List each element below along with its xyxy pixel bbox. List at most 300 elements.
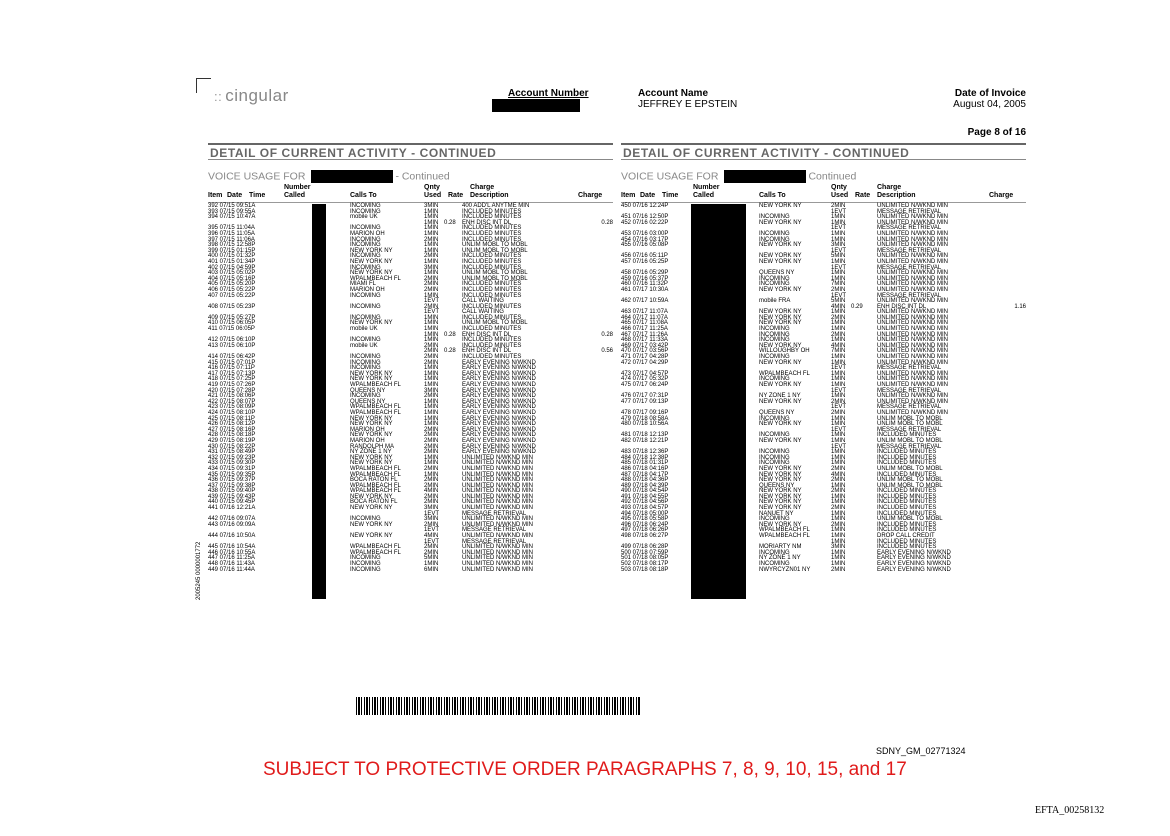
quantity-used: 2MIN xyxy=(424,549,439,556)
description: MESSAGE RETRIEVAL xyxy=(877,225,942,232)
item-date-time: 458 07/16 05:29P xyxy=(621,270,669,277)
quantity-used: 1MIN xyxy=(424,247,439,254)
description: UNLIMITED N/WKND MIN xyxy=(462,516,533,523)
item-date-time: 444 07/16 10:50A xyxy=(208,533,256,540)
quantity-used: 1MIN xyxy=(424,219,439,226)
description: ENH DISC INT DL xyxy=(462,219,512,226)
quantity-used: 3MIN xyxy=(424,505,439,512)
calls-to: WPALMBEACH FL xyxy=(759,527,810,534)
calls-to: INCOMING xyxy=(759,376,790,383)
description: EARLY EVENING N/WKND xyxy=(462,421,536,428)
quantity-used: 7MIN xyxy=(831,348,846,355)
item-date-time: 394 07/15 10:47A xyxy=(208,214,256,221)
calls-to: NEW YORK NY xyxy=(350,432,393,439)
quantity-used: 1MIN xyxy=(831,382,846,388)
calls-to: NEW YORK NY xyxy=(759,309,802,316)
item-date-time: 503 07/18 08:18P xyxy=(621,566,669,573)
calls-to: NEW YORK NY xyxy=(350,370,393,377)
item-date-time: 488 07/18 04:36P xyxy=(621,477,669,484)
quantity-used: 1MIN xyxy=(831,214,846,221)
quantity-used: 7MIN xyxy=(831,281,846,288)
quantity-used: 2MIN xyxy=(424,477,439,484)
quantity-used: 1MIN xyxy=(831,270,846,277)
item-date-time: 452 07/16 02:22P xyxy=(621,219,669,226)
item-date-time: 400 07/15 01:32P xyxy=(208,253,256,260)
description: INCLUDED MINUTES xyxy=(877,544,937,551)
item-date-time: 428 07/15 08:18P xyxy=(208,432,256,439)
calls-to: NEW YORK NY xyxy=(759,320,802,327)
item-date-time: 436 07/15 09:37P xyxy=(208,477,256,484)
calls-to: NEW YORK NY xyxy=(759,382,802,388)
quantity-used: 4MIN xyxy=(831,342,846,349)
calls-to: NANUET NY xyxy=(759,510,794,517)
quantity-used: 2MIN xyxy=(424,286,439,293)
description: INCLUDED MINUTES xyxy=(462,286,522,293)
item-date-time: 440 07/15 09:45P xyxy=(208,499,256,506)
quantity-used: 1MIN xyxy=(424,409,439,416)
left-usage-rows xyxy=(208,204,613,573)
quantity-used: 1MIN xyxy=(424,208,439,215)
calls-to: WPALMBEACH FL xyxy=(350,275,401,282)
quantity-used: 1MIN xyxy=(424,421,439,428)
item-date-time: 419 07/15 07:26P xyxy=(208,382,256,388)
quantity-used: 6MIN xyxy=(424,566,439,573)
continued-text: - Continued xyxy=(395,170,450,183)
col-time: Time xyxy=(662,192,679,199)
description: UNLIM MOBL TO MOBL xyxy=(462,247,528,254)
item-date-time: 473 07/17 04:57P xyxy=(621,370,669,377)
calls-to: WILLOUGHBY OH xyxy=(759,348,810,355)
description: EARLY EVENING N/WKND xyxy=(462,376,536,383)
description: EARLY EVENING N/WKND xyxy=(462,426,536,433)
calls-to: INCOMING xyxy=(759,230,790,237)
description: UNLIMITED N/WKND MIN xyxy=(877,370,948,377)
item-date-time: 449 07/16 11:44A xyxy=(208,566,255,573)
calls-to: QUEENS NY xyxy=(759,482,795,489)
description: EARLY EVENING N/WKND xyxy=(462,443,536,450)
charge: 0.56 xyxy=(601,348,613,355)
item-date-time: 432 07/15 09:23P xyxy=(208,454,256,461)
description: UNLIMITED N/WKND MIN xyxy=(877,337,948,344)
description: UNLIMITED N/WKND MIN xyxy=(877,214,948,221)
quantity-used: 2MIN xyxy=(831,566,846,573)
calls-to: BOCA RATON FL xyxy=(350,477,398,484)
calls-to: INCOMING xyxy=(759,331,790,338)
description: INCLUDED MINUTES xyxy=(877,488,937,495)
calls-to: NY ZONE 1 NY xyxy=(759,393,801,400)
quantity-used: 1MIN xyxy=(831,236,846,243)
calls-to: INCOMING xyxy=(759,561,790,567)
col-called: Called xyxy=(284,192,306,199)
item-date-time: 413 07/15 06:10P xyxy=(208,342,256,349)
item-date-time: 406 07/15 05:22P xyxy=(208,286,256,293)
item-date-time: 475 07/17 06:24P xyxy=(621,382,669,388)
quantity-used: 2MIN xyxy=(424,493,439,500)
calls-to: INCOMING xyxy=(350,314,381,321)
col-item: Item xyxy=(621,192,636,199)
col-description: Description xyxy=(877,192,916,199)
calls-to: QUEENS NY xyxy=(350,398,386,405)
description: UNLIMITED N/WKND MIN xyxy=(877,354,948,361)
col-qnty: Qnty xyxy=(424,184,440,191)
quantity-used: 1MIN xyxy=(424,382,439,388)
item-date-time: 453 07/16 03:00P xyxy=(621,230,669,237)
quantity-used: 2MIN xyxy=(424,482,439,489)
rate: 0.28 xyxy=(444,331,456,338)
voice-usage-label xyxy=(621,170,856,183)
calls-to: INCOMING xyxy=(759,236,790,243)
description: EARLY EVENING N/WKND xyxy=(877,561,951,567)
description: UNLIMITED N/WKND MIN xyxy=(462,505,533,512)
account-number-redaction xyxy=(492,99,580,112)
quantity-used: 1MIN xyxy=(424,454,439,461)
item-date-time: 455 07/16 05:08P xyxy=(621,242,669,249)
item-date-time: 403 07/15 05:02P xyxy=(208,270,256,277)
col-calls-to: Calls To xyxy=(759,192,786,199)
description: UNLIMITED N/WKND MIN xyxy=(877,393,948,400)
description: UNLIMITED N/WKND MIN xyxy=(462,477,533,484)
quantity-used: 1MIN xyxy=(831,230,846,237)
quantity-used: 2MIN xyxy=(424,359,439,366)
item-date-time: 486 07/18 04:16P xyxy=(621,465,669,472)
calls-to: NEW YORK NY xyxy=(350,521,393,528)
description: INCLUDED MINUTES xyxy=(877,527,937,534)
calls-to: INCOMING xyxy=(350,242,381,249)
calls-to: INCOMING xyxy=(759,354,790,361)
quantity-used: 1MIN xyxy=(831,454,846,461)
description: MESSAGE RETRIEVAL xyxy=(877,443,942,450)
description: MESSAGE RETRIEVAL xyxy=(877,365,942,372)
description: CALL WAITING xyxy=(462,309,504,316)
calls-to: WPALMBEACH FL xyxy=(350,488,401,495)
quantity-used: 1MIN xyxy=(424,314,439,321)
item-date-time: 478 07/17 09:16P xyxy=(621,409,669,416)
item-date-time: 427 07/15 08:16P xyxy=(208,426,256,433)
quantity-used: 2MIN xyxy=(831,286,846,293)
description: UNLIMITED N/WKND MIN xyxy=(877,331,948,338)
panel-title: DETAIL OF CURRENT ACTIVITY - CONTINUED xyxy=(208,143,613,160)
quantity-used: 1MIN xyxy=(831,499,846,506)
calls-to: NEW YORK NY xyxy=(350,258,393,265)
quantity-used: 2MIN xyxy=(424,342,439,349)
quantity-used: 1MIN xyxy=(424,460,439,467)
calls-to: INCOMING xyxy=(759,281,790,288)
calls-to: NEW YORK NY xyxy=(759,493,802,500)
description: INCLUDED MINUTES xyxy=(462,208,522,215)
description: EARLY EVENING N/WKND xyxy=(462,365,536,372)
item-date-time: 461 07/17 10:30A xyxy=(621,286,669,293)
calls-to: QUEENS NY xyxy=(759,270,795,277)
quantity-used: 1MIN xyxy=(424,337,439,344)
description: UNLIMITED N/WKND MIN xyxy=(877,398,948,405)
quantity-used: 1EVT xyxy=(831,387,847,394)
quantity-used: 1MIN xyxy=(424,225,439,232)
quantity-used: 2MIN xyxy=(831,331,846,338)
quantity-used: 2MIN xyxy=(424,236,439,243)
calls-to: WPALMBEACH FL xyxy=(759,370,810,377)
usage-row xyxy=(208,568,613,574)
description: EARLY EVENING N/WKND xyxy=(462,437,536,444)
item-date-time: 431 07/15 08:49P xyxy=(208,449,256,456)
item-date-time: 402 07/15 04:59P xyxy=(208,264,256,271)
quantity-used: 1MIN xyxy=(831,533,846,540)
quantity-used: 1MIN xyxy=(831,415,846,422)
quantity-used: 1EVT xyxy=(831,247,847,254)
item-date-time: 424 07/15 08:10P xyxy=(208,409,256,416)
quantity-used: 4MIN xyxy=(424,533,439,540)
item-date-time: 491 07/18 04:55P xyxy=(621,493,669,500)
item-date-time: 500 07/18 07:59P xyxy=(621,549,669,556)
description: EARLY EVENING N/WKND xyxy=(462,387,536,394)
col-qnty: Qnty xyxy=(831,184,847,191)
calls-to: mobile FRA xyxy=(759,298,791,305)
description: EARLY EVENING N/WKND xyxy=(877,549,951,556)
item-date-time: 497 07/18 06:26P xyxy=(621,527,669,534)
description: INCLUDED MINUTES xyxy=(462,303,522,310)
description: ENH DISC INT DL xyxy=(462,331,512,338)
item-date-time: 482 07/18 12:21P xyxy=(621,437,669,444)
quantity-used: 1MIN xyxy=(831,275,846,282)
description: UNLIMITED N/WKND MIN xyxy=(877,326,948,333)
item-date-time: 450 07/16 12:24P xyxy=(621,203,669,209)
calls-to: INCOMING xyxy=(759,449,790,456)
calls-to: INCOMING xyxy=(350,561,381,567)
calls-to: NEW YORK NY xyxy=(759,488,802,495)
description: UNLIMITED N/WKND MIN xyxy=(462,488,533,495)
description: UNLIM MOBL TO MOBL xyxy=(877,415,943,422)
description: INCLUDED MINUTES xyxy=(462,214,522,221)
item-date-time: 496 07/18 06:24P xyxy=(621,521,669,528)
col-number: Number xyxy=(284,184,311,191)
calls-to: WPALMBEACH FL xyxy=(350,549,401,556)
item-date-time: 501 07/18 08:05P xyxy=(621,555,669,562)
description: INCLUDED MINUTES xyxy=(877,505,937,512)
description: INCLUDED MINUTES xyxy=(877,510,937,517)
calls-to: INCOMING xyxy=(759,460,790,467)
rate: 0.28 xyxy=(444,219,456,226)
description: EARLY EVENING N/WKND xyxy=(462,432,536,439)
quantity-used: 1MIN xyxy=(424,292,439,299)
side-document-id: 2005245 0000001772 xyxy=(196,541,202,600)
quantity-used: 1MIN xyxy=(831,432,846,439)
quantity-used: 1MIN xyxy=(831,326,846,333)
description: EARLY EVENING N/WKND xyxy=(877,566,951,573)
item-date-time: 489 07/18 04:39P xyxy=(621,482,669,489)
calls-to: WPALMBEACH FL xyxy=(350,404,401,411)
item-date-time: 422 07/15 08:07P xyxy=(208,398,256,405)
quantity-used: 4MIN xyxy=(424,488,439,495)
description: UNLIMITED N/WKND MIN xyxy=(877,230,948,237)
description: MESSAGE RETRIEVAL xyxy=(462,510,527,517)
quantity-used: 1EVT xyxy=(831,264,847,271)
calls-to: NEW YORK NY xyxy=(350,270,393,277)
phone-number-redaction xyxy=(724,170,806,183)
item-date-time: 441 07/16 12:21A xyxy=(208,505,256,512)
description: UNLIMITED N/WKND MIN xyxy=(877,242,948,249)
calls-to: INCOMING xyxy=(350,516,381,523)
quantity-used: 2MIN xyxy=(424,544,439,551)
description: ENH DISC INT DL xyxy=(877,303,927,310)
description: INCLUDED MINUTES xyxy=(462,230,522,237)
description: UNLIM MOBL TO MOBL xyxy=(877,482,943,489)
quantity-used: 3MIN xyxy=(424,203,439,209)
barcode xyxy=(356,697,641,715)
calls-to: NEW YORK NY xyxy=(759,342,802,349)
col-charge: Charge xyxy=(989,192,1014,199)
voice-usage-text: VOICE USAGE FOR xyxy=(621,170,719,183)
quantity-used: 5MIN xyxy=(831,298,846,305)
description: UNLIMITED N/WKND MIN xyxy=(877,270,948,277)
description: UNLIMITED N/WKND MIN xyxy=(462,499,533,506)
quantity-used: 1MIN xyxy=(424,471,439,478)
usage-row xyxy=(621,568,1026,574)
calls-to: NEW YORK NY xyxy=(759,477,802,484)
item-date-time: 410 07/15 06:05P xyxy=(208,320,256,327)
description: UNLIMITED N/WKND MIN xyxy=(877,348,948,355)
calls-to: WPALMBEACH FL xyxy=(350,382,401,388)
item-date-time: 421 07/15 08:06P xyxy=(208,393,256,400)
quantity-used: 1MIN xyxy=(424,376,439,383)
quantity-used: 1EVT xyxy=(831,443,847,450)
description: UNLIMITED N/WKND MIN xyxy=(877,309,948,316)
rate: 0.29 xyxy=(851,303,863,310)
calls-to: INCOMING xyxy=(350,264,381,271)
invoice-date-value: August 04, 2005 xyxy=(953,99,1026,110)
description: UNLIMITED N/WKND MIN xyxy=(877,320,948,327)
col-rate: Rate xyxy=(448,192,464,199)
calls-to: INCOMING xyxy=(350,292,381,299)
calls-to: NEW YORK NY xyxy=(759,521,802,528)
item-date-time: 468 07/17 11:33A xyxy=(621,337,668,344)
item-date-time: 430 07/15 08:22P xyxy=(208,443,256,450)
calls-to: INCOMING xyxy=(759,432,790,439)
description: INCLUDED MINUTES xyxy=(462,281,522,288)
logo-corner-mark xyxy=(196,78,211,93)
voice-usage-text: VOICE USAGE FOR xyxy=(208,170,306,183)
quantity-used: 1MIN xyxy=(831,538,846,545)
calls-to: mobile UK xyxy=(350,214,378,221)
account-name-label: Account Name xyxy=(638,88,709,99)
quantity-used: 1EVT xyxy=(424,309,440,316)
quantity-used: 1EVT xyxy=(424,298,440,305)
calls-to: NEW YORK NY xyxy=(759,314,802,321)
description: EARLY EVENING N/WKND xyxy=(462,404,536,411)
item-date-time: 502 07/18 08:17P xyxy=(621,561,669,567)
quantity-used: 1MIN xyxy=(424,230,439,237)
calls-to: INCOMING xyxy=(759,549,790,556)
quantity-used: 2MIN xyxy=(424,443,439,450)
account-name-value: JEFFREY E EPSTEIN xyxy=(638,99,738,110)
calls-to: WPALMBEACH FL xyxy=(350,471,401,478)
description: UNLIM MOBL TO MOBL xyxy=(462,275,528,282)
quantity-used: 2MIN xyxy=(831,314,846,321)
col-used: Used xyxy=(424,192,442,199)
calls-to: INCOMING xyxy=(759,275,790,282)
item-date-time: 395 07/15 11:04A xyxy=(208,225,255,232)
quantity-used: 5MIN xyxy=(424,555,439,562)
quantity-used: 2MIN xyxy=(424,348,439,355)
item-date-time: 448 07/16 11:43A xyxy=(208,561,255,567)
calls-to: INCOMING xyxy=(350,225,381,232)
item-date-time: 439 07/15 09:43P xyxy=(208,493,256,500)
quantity-used: 2MIN xyxy=(831,477,846,484)
description: INCLUDED MINUTES xyxy=(462,225,522,232)
item-date-time: 467 07/17 11:26A xyxy=(621,331,668,338)
page-number: Page 8 of 16 xyxy=(967,127,1026,138)
calls-to: NEW YORK NY xyxy=(350,320,393,327)
quantity-used: 1MIN xyxy=(424,404,439,411)
calls-to: NEW YORK NY xyxy=(759,437,802,444)
quantity-used: 2MIN xyxy=(424,303,439,310)
item-date-time: 459 07/16 05:37P xyxy=(621,275,669,282)
description: MESSAGE RETRIEVAL xyxy=(877,426,942,433)
protective-order-notice: SUBJECT TO PROTECTIVE ORDER PARAGRAPHS 7, 8, 9, 10, 15, and 17 xyxy=(263,759,907,780)
quantity-used: 2MIN xyxy=(424,432,439,439)
item-date-time: 393 07/15 09:55A xyxy=(208,208,256,215)
quantity-used: 2MIN xyxy=(424,354,439,361)
rate: 0.28 xyxy=(444,348,456,355)
quantity-used: 2MIN xyxy=(831,488,846,495)
description: UNLIMITED N/WKND MIN xyxy=(877,298,948,305)
description: UNLIM MOBL TO MOBL xyxy=(877,421,943,428)
item-date-time: 465 07/17 11:08A xyxy=(621,320,668,327)
calls-to: NEW YORK NY xyxy=(350,247,393,254)
quantity-used: 2MIN xyxy=(831,398,846,405)
calls-to: INCOMING xyxy=(350,555,381,562)
item-date-time: 479 07/18 08:58A xyxy=(621,415,669,422)
logo-dots-icon: :: xyxy=(214,89,223,104)
item-date-time: 420 07/15 07:28P xyxy=(208,387,256,394)
quantity-used: 1MIN xyxy=(831,516,846,523)
quantity-used: 1MIN xyxy=(831,309,846,316)
quantity-used: 1MIN xyxy=(831,449,846,456)
col-item: Item xyxy=(208,192,223,199)
item-date-time: 416 07/15 07:11P xyxy=(208,365,255,372)
description: UNLIMITED N/WKND MIN xyxy=(462,460,533,467)
description: UNLIM MOBL TO MOBL xyxy=(462,320,528,327)
description: UNLIMITED N/WKND MIN xyxy=(462,549,533,556)
item-date-time: 425 07/15 08:11P xyxy=(208,415,255,422)
quantity-used: 2MIN xyxy=(831,203,846,209)
description: EARLY EVENING N/WKND xyxy=(462,359,536,366)
right-activity-panel xyxy=(621,143,1026,617)
item-date-time: 418 07/15 07:25P xyxy=(208,376,256,383)
description: INCLUDED MINUTES xyxy=(877,454,937,461)
description: UNLIM MOBL TO MOBL xyxy=(462,270,528,277)
description: UNLIMITED N/WKND MIN xyxy=(877,359,948,366)
quantity-used: 2MIN xyxy=(424,437,439,444)
description: INCLUDED MINUTES xyxy=(462,264,522,271)
item-date-time: 443 07/16 09:09A xyxy=(208,521,256,528)
description: INCLUDED MINUTES xyxy=(877,471,937,478)
calls-to: MARION OH xyxy=(350,426,385,433)
calls-to: INCOMING xyxy=(350,354,381,361)
description: INCLUDED MINUTES xyxy=(462,337,522,344)
item-date-time: 442 07/16 09:07A xyxy=(208,516,256,523)
description: UNLIMITED N/WKND MIN xyxy=(462,454,533,461)
quantity-used: 1MIN xyxy=(424,326,439,333)
calls-to: NEW YORK NY xyxy=(759,398,802,405)
quantity-used: 1MIN xyxy=(831,370,846,377)
item-date-time: 398 07/15 12:58P xyxy=(208,242,256,249)
calls-to: QUEENS NY xyxy=(350,387,386,394)
item-date-time: 464 07/17 11:07A xyxy=(621,314,668,321)
description: UNLIMITED N/WKND MIN xyxy=(877,275,948,282)
item-date-time: 498 07/18 06:27P xyxy=(621,533,669,540)
calls-to: NEW YORK NY xyxy=(759,471,802,478)
voice-usage-label xyxy=(208,170,450,183)
description: MESSAGE RETRIEVAL xyxy=(462,527,527,534)
